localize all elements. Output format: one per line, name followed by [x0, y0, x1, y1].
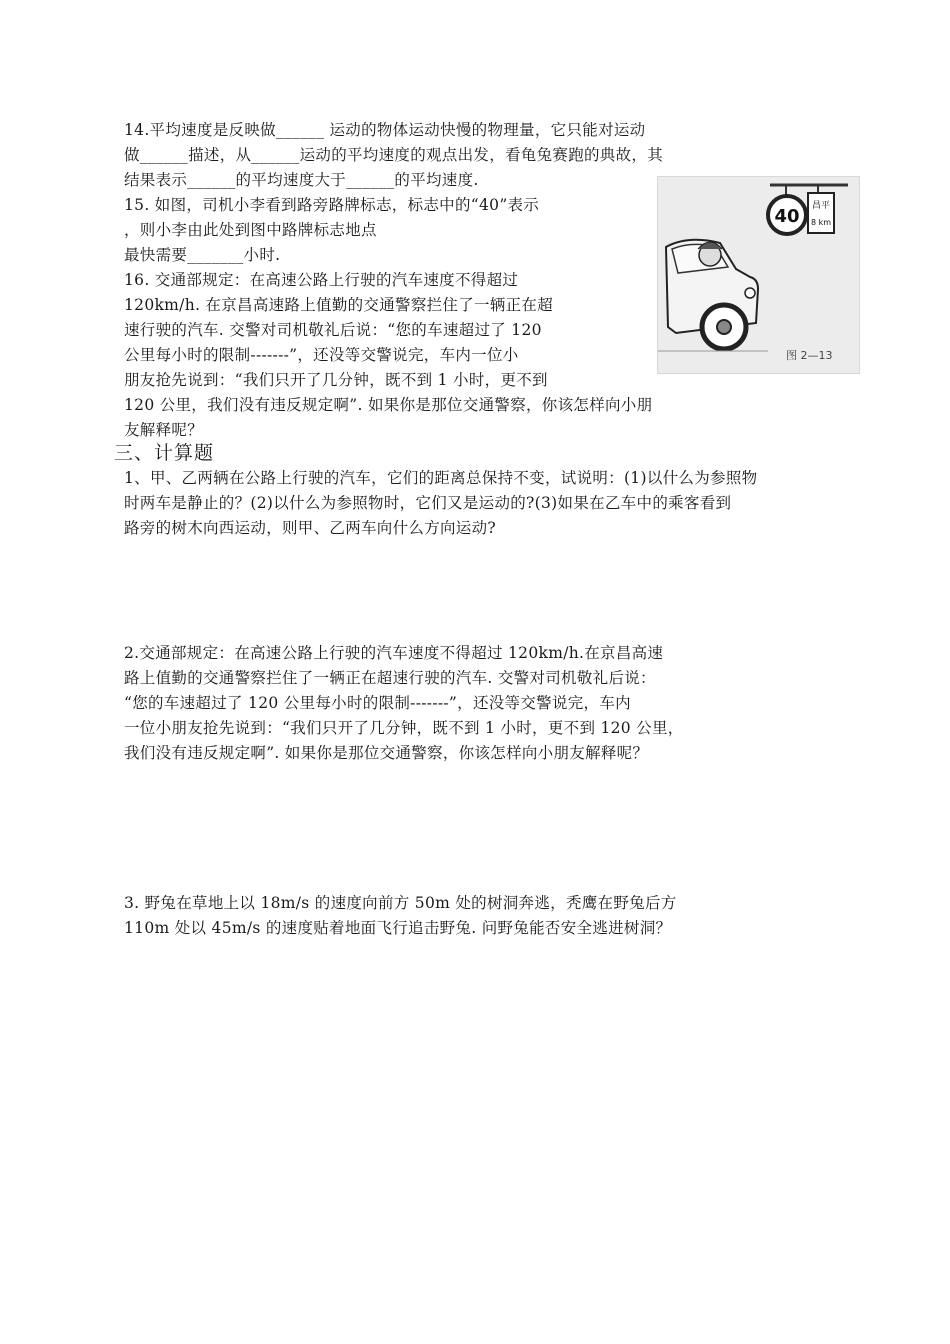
road-sign-figure [657, 176, 860, 374]
car-wheel-hub [717, 320, 731, 334]
calc-q2-line-3: “您的车速超过了 120 公里每小时的限制-------”，还没等交警说完，车内 [124, 694, 631, 712]
figure-caption: 图 2—13 [786, 349, 833, 362]
calc-q1-line-2: 时两车是静止的？(2)以什么为参照物时，它们又是运动的?(3)如果在乙车中的乘客看到 [124, 494, 732, 512]
calc-q2-line-5: 我们没有违反规定啊”. 如果你是那位交通警察，你该怎样向小朋友解释呢？ [124, 744, 649, 762]
car-headlight [745, 288, 755, 298]
q14-line-2: 做______描述，从______运动的平均速度的观点出发，看龟兔赛跑的典故，其 [124, 146, 664, 164]
calc-q3-line-2: 110m 处以 45m/s 的速度贴着地面飞行追击野兔. 问野兔能否安全逃进树洞？ [124, 919, 672, 937]
q15-line-1: 15. 如图，司机小李看到路旁路牌标志，标志中的“40”表示 [124, 196, 540, 214]
section-title: 三、计算题 [114, 442, 215, 464]
calc-q2-line-4: 一位小朋友抢先说到：“我们只开了几分钟，既不到 1 小时，更不到 120 公里， [124, 719, 684, 737]
speed-limit-number: 40 [774, 206, 800, 227]
q16-line-2: 120km/h. 在京昌高速路上值勤的交通警察拦住了一辆正在超 [124, 296, 554, 314]
calc-q1-line-1: 1、甲、乙两辆在公路上行驶的汽车，它们的距离总保持不变，试说明：(1)以什么为参照物 [124, 469, 758, 487]
q15-line-2: ，则小李由此处到图中路牌标志地点 [124, 221, 377, 239]
distance-board-place: 昌平 [811, 201, 831, 211]
calc-q1-line-3: 路旁的树木向西运动，则甲、乙两车向什么方向运动? [124, 519, 497, 537]
q16-line-6: 120 公里，我们没有违反规定啊”. 如果你是那位交通警察，你该怎样向小朋 [124, 396, 653, 414]
q16-line-3: 速行驶的汽车. 交警对司机敬礼后说：“您的车速超过了 120 [124, 321, 542, 339]
q16-line-1: 16. 交通部规定：在高速公路上行驶的汽车速度不得超过 [124, 271, 519, 289]
q16-line-5: 朋友抢先说到：“我们只开了几分钟，既不到 1 小时，更不到 [124, 371, 548, 389]
q16-line-4: 公里每小时的限制-------”，还没等交警说完，车内一位小 [124, 346, 519, 364]
calc-q2-line-1: 2.交通部规定：在高速公路上行驶的汽车速度不得超过 120km/h.在京昌高速 [124, 644, 664, 662]
calc-q2-line-2: 路上值勤的交通警察拦住了一辆正在超速行驶的汽车. 交警对司机敬礼后说： [124, 669, 656, 687]
distance-board-km: 8 km [810, 218, 832, 227]
calc-q3-line-1: 3. 野兔在草地上以 18m/s 的速度向前方 50m 处的树洞奔逃，秃鹰在野兔后方 [124, 894, 677, 912]
q16-line-7: 友解释呢？ [124, 421, 204, 439]
distance-board [808, 193, 834, 233]
q14-line-3: 结果表示______的平均速度大于______的平均速度. [124, 171, 479, 189]
q15-line-3: 最快需要_______小时. [124, 246, 281, 264]
car-and-sign-illustration [658, 177, 861, 375]
q14-line-1: 14.平均速度是反映做______ 运动的物体运动快慢的物理量，它只能对运动 [124, 121, 646, 139]
